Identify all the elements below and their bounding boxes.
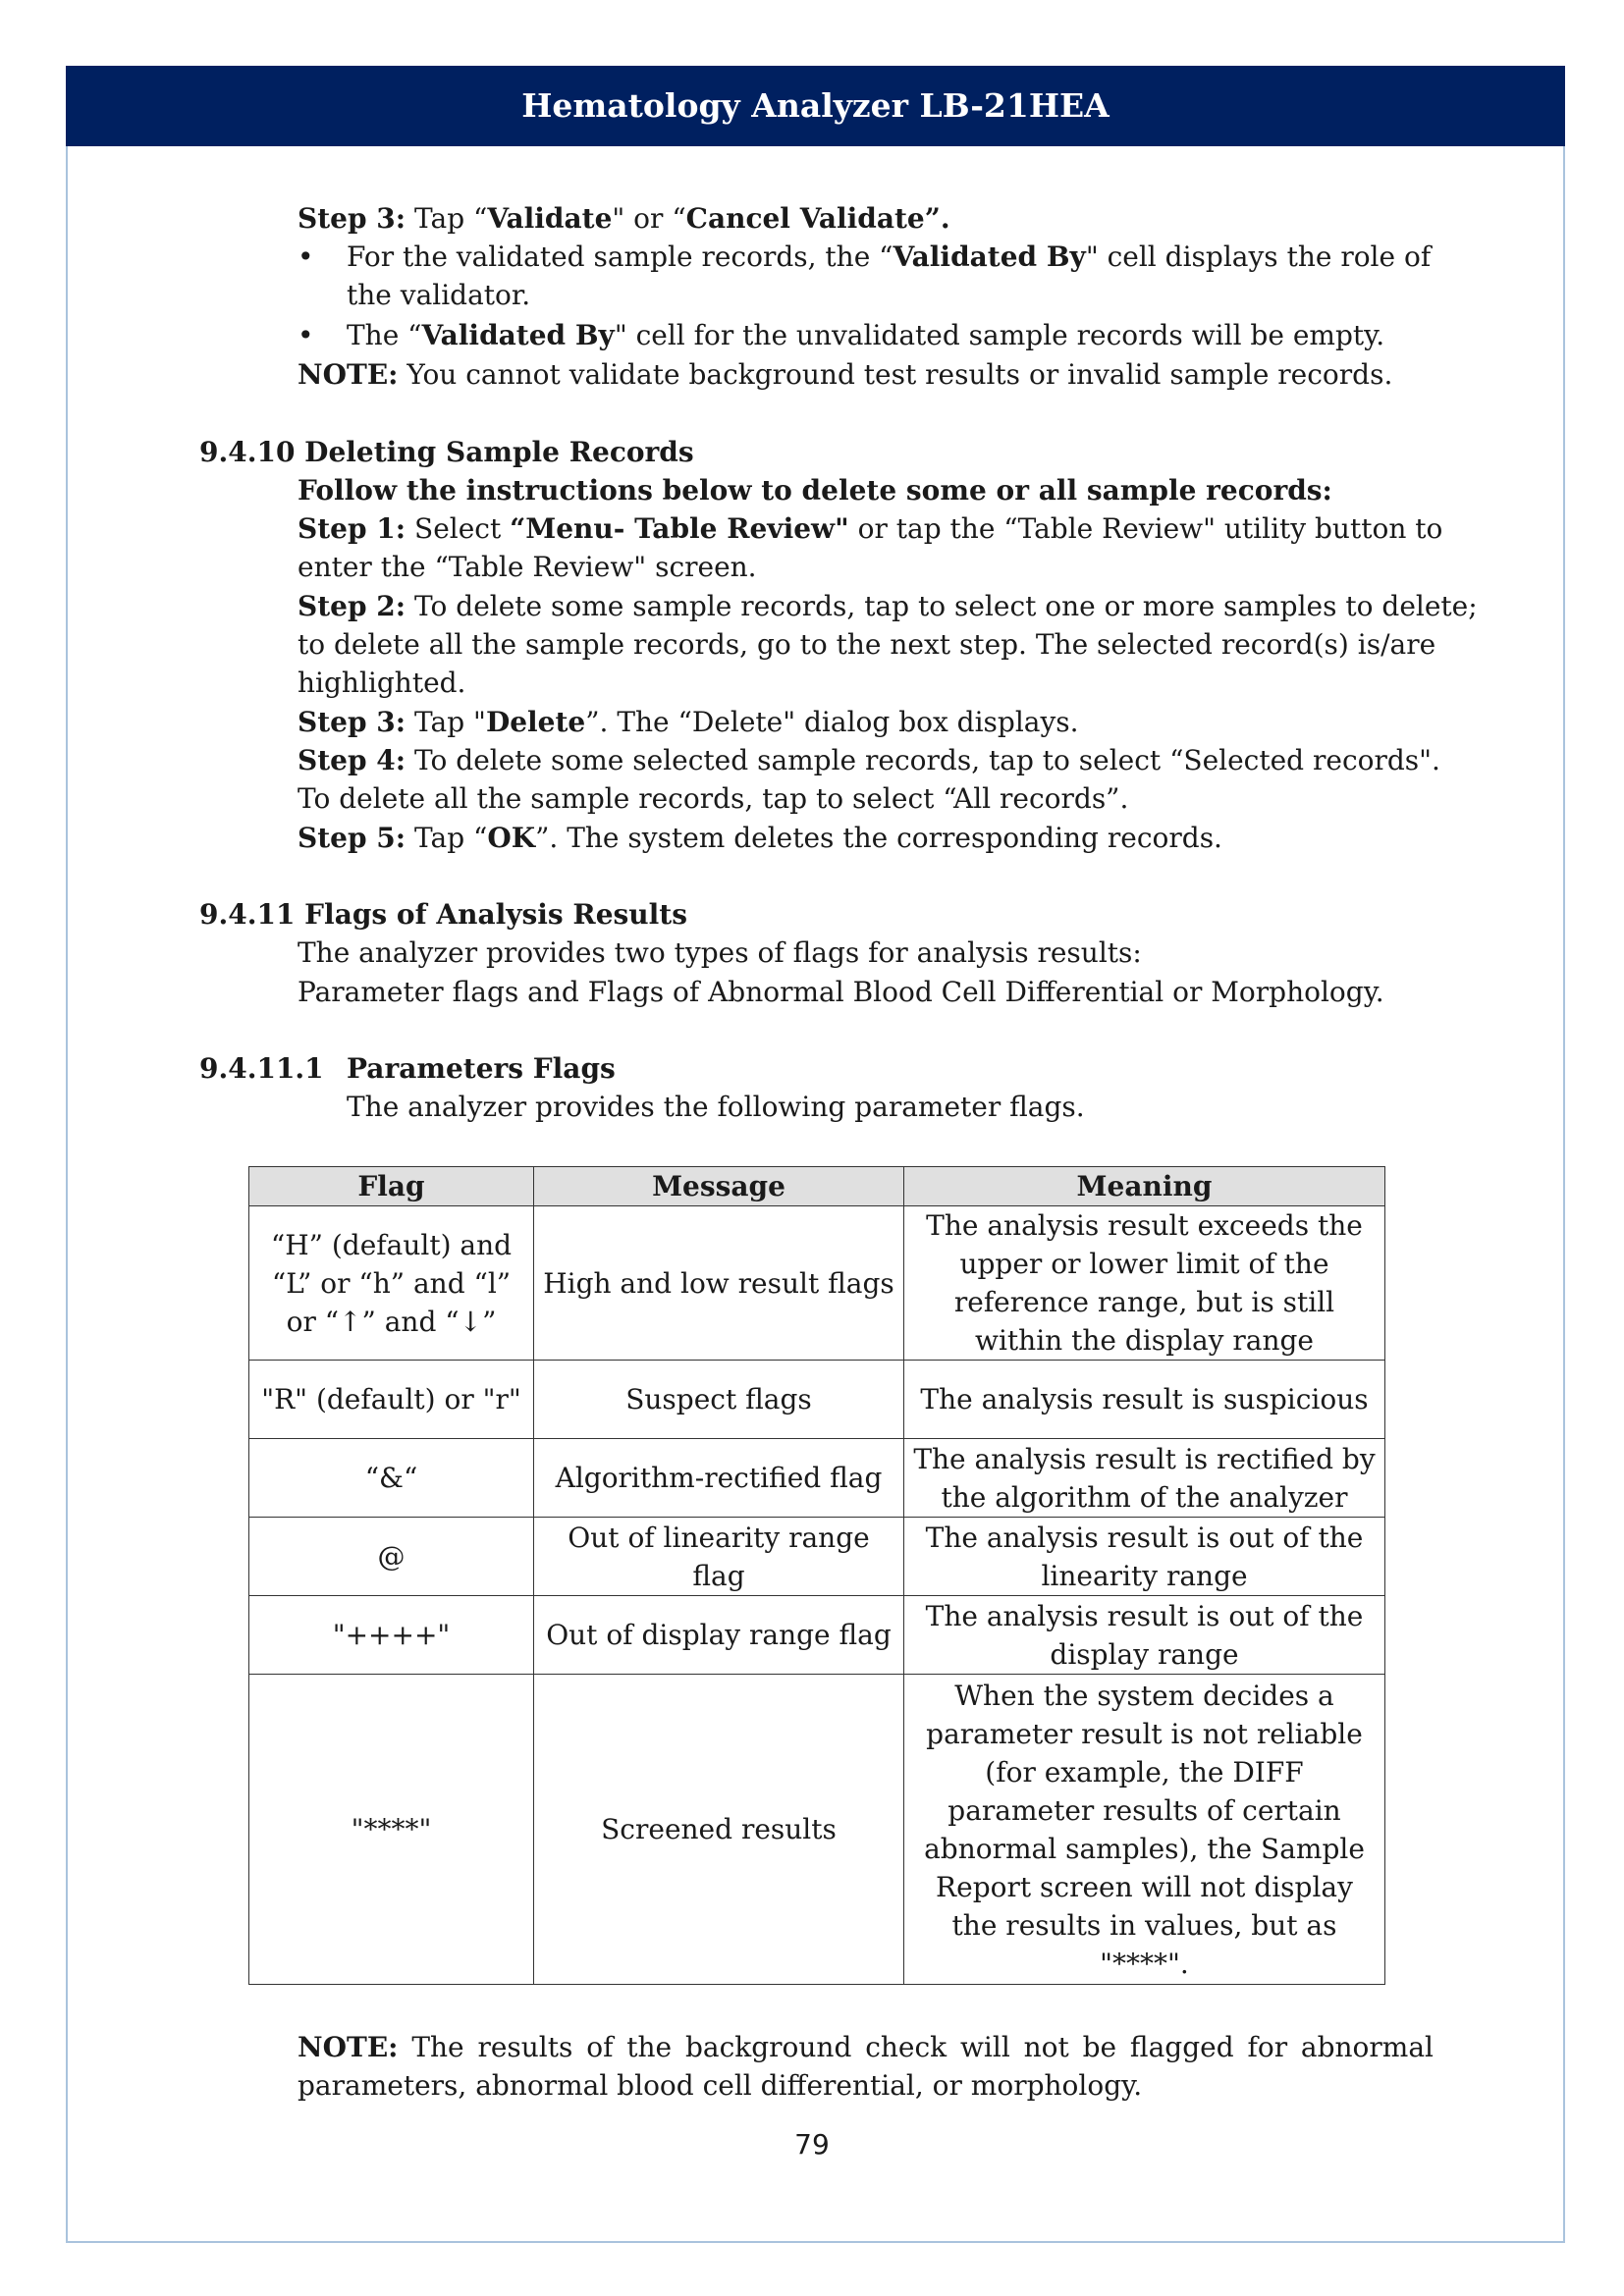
deleting-step1: Step 1: Select “Menu- Table Review" or tap the “Table Review" utility button to bbox=[298, 512, 1443, 545]
cell-message: Algorithm-rectified flag bbox=[534, 1439, 904, 1518]
parameter-flags-table bbox=[248, 1166, 1385, 1985]
flags-line-1: The analyzer provides two types of flags for analysis results: bbox=[298, 936, 1142, 969]
cell-meaning: The analysis result exceeds the upper or lower limit of the reference range, but is still within the display range bbox=[904, 1206, 1385, 1361]
column-header-meaning: Meaning bbox=[904, 1167, 1385, 1206]
page-header: Hematology Analyzer LB-21HEA bbox=[66, 66, 1565, 146]
cell-meaning: The analysis result is rectified by the algorithm of the analyzer bbox=[904, 1439, 1385, 1518]
bullet-dot: • bbox=[298, 319, 314, 351]
table-header-row bbox=[249, 1167, 1385, 1206]
subsection-intro: The analyzer provides the following parameter flags. bbox=[347, 1091, 1085, 1123]
subsection-number: 9.4.11.1 bbox=[199, 1052, 324, 1085]
cell-message: Suspect flags bbox=[534, 1361, 904, 1439]
section-heading-flags: 9.4.11 Flags of Analysis Results bbox=[199, 898, 687, 931]
flags-line-2: Parameter flags and Flags of Abnormal Blood Cell Differential or Morphology. bbox=[298, 976, 1384, 1008]
table-row bbox=[249, 1675, 1385, 1985]
section-heading-deleting: 9.4.10 Deleting Sample Records bbox=[199, 436, 694, 468]
cell-message: Out of display range flag bbox=[534, 1596, 904, 1675]
table-row bbox=[249, 1596, 1385, 1675]
table-row bbox=[249, 1361, 1385, 1439]
cell-flag: "R" (default) or "r" bbox=[249, 1361, 534, 1439]
table-row bbox=[249, 1518, 1385, 1596]
validate-bullet-1: For the validated sample records, the “Validated By" cell displays the role of bbox=[347, 240, 1432, 273]
cell-message: Out of linearity range flag bbox=[534, 1518, 904, 1596]
deleting-step2-cont: to delete all the sample records, go to the next step. The selected record(s) is/are bbox=[298, 628, 1436, 661]
cell-meaning: The analysis result is suspicious bbox=[904, 1361, 1385, 1439]
validate-bullet-1-cont: the validator. bbox=[347, 279, 531, 311]
subsection-title: Parameters Flags bbox=[347, 1052, 616, 1085]
deleting-step5: Step 5: Tap “OK”. The system deletes the corresponding records. bbox=[298, 822, 1222, 854]
cell-meaning: When the system decides a parameter result is not reliable (for example, the DIFF parameter results of certain abnormal samples), the Sample Report screen will not display the results in values, but as "****". bbox=[904, 1675, 1385, 1985]
background-check-note: NOTE: The results of the background check will not be flagged for abnormal parameters, abnormal blood cell differential, or morphology. bbox=[298, 2031, 1434, 2102]
cell-meaning: The analysis result is out of the display range bbox=[904, 1596, 1385, 1675]
page-number: 79 bbox=[794, 2128, 830, 2161]
cell-meaning: The analysis result is out of the linearity range bbox=[904, 1518, 1385, 1596]
deleting-step1-cont: enter the “Table Review" screen. bbox=[298, 551, 757, 583]
cell-flag: “&“ bbox=[249, 1439, 534, 1518]
validate-note: NOTE: You cannot validate background test results or invalid sample records. bbox=[298, 358, 1393, 391]
deleting-step2-cont2: highlighted. bbox=[298, 667, 466, 699]
cell-flag: "****" bbox=[249, 1675, 534, 1985]
deleting-step3: Step 3: Tap "Delete”. The “Delete" dialog box displays. bbox=[298, 706, 1079, 738]
deleting-step4: Step 4: To delete some selected sample records, tap to select “Selected records". bbox=[298, 744, 1440, 776]
column-header-message: Message bbox=[534, 1167, 904, 1206]
bullet-dot: • bbox=[298, 240, 314, 273]
table-row bbox=[249, 1439, 1385, 1518]
validate-bullet-2: The “Validated By" cell for the unvalidated sample records will be empty. bbox=[347, 319, 1385, 351]
cell-flag: “H” (default) and “L” or “h” and “l” or “↑” and “↓” bbox=[249, 1206, 534, 1361]
column-header-flag: Flag bbox=[249, 1167, 534, 1206]
validate-step3: Step 3: Tap “Validate" or “Cancel Validate”. bbox=[298, 202, 950, 235]
cell-flag: @ bbox=[249, 1518, 534, 1596]
deleting-step2: Step 2: To delete some sample records, tap to select one or more samples to delete; bbox=[298, 590, 1478, 622]
cell-flag: "++++" bbox=[249, 1596, 534, 1675]
cell-message: High and low result flags bbox=[534, 1206, 904, 1361]
deleting-intro: Follow the instructions below to delete some or all sample records: bbox=[298, 474, 1332, 507]
table-row bbox=[249, 1206, 1385, 1361]
cell-message: Screened results bbox=[534, 1675, 904, 1985]
deleting-step4-cont: To delete all the sample records, tap to select “All records”. bbox=[298, 782, 1129, 815]
